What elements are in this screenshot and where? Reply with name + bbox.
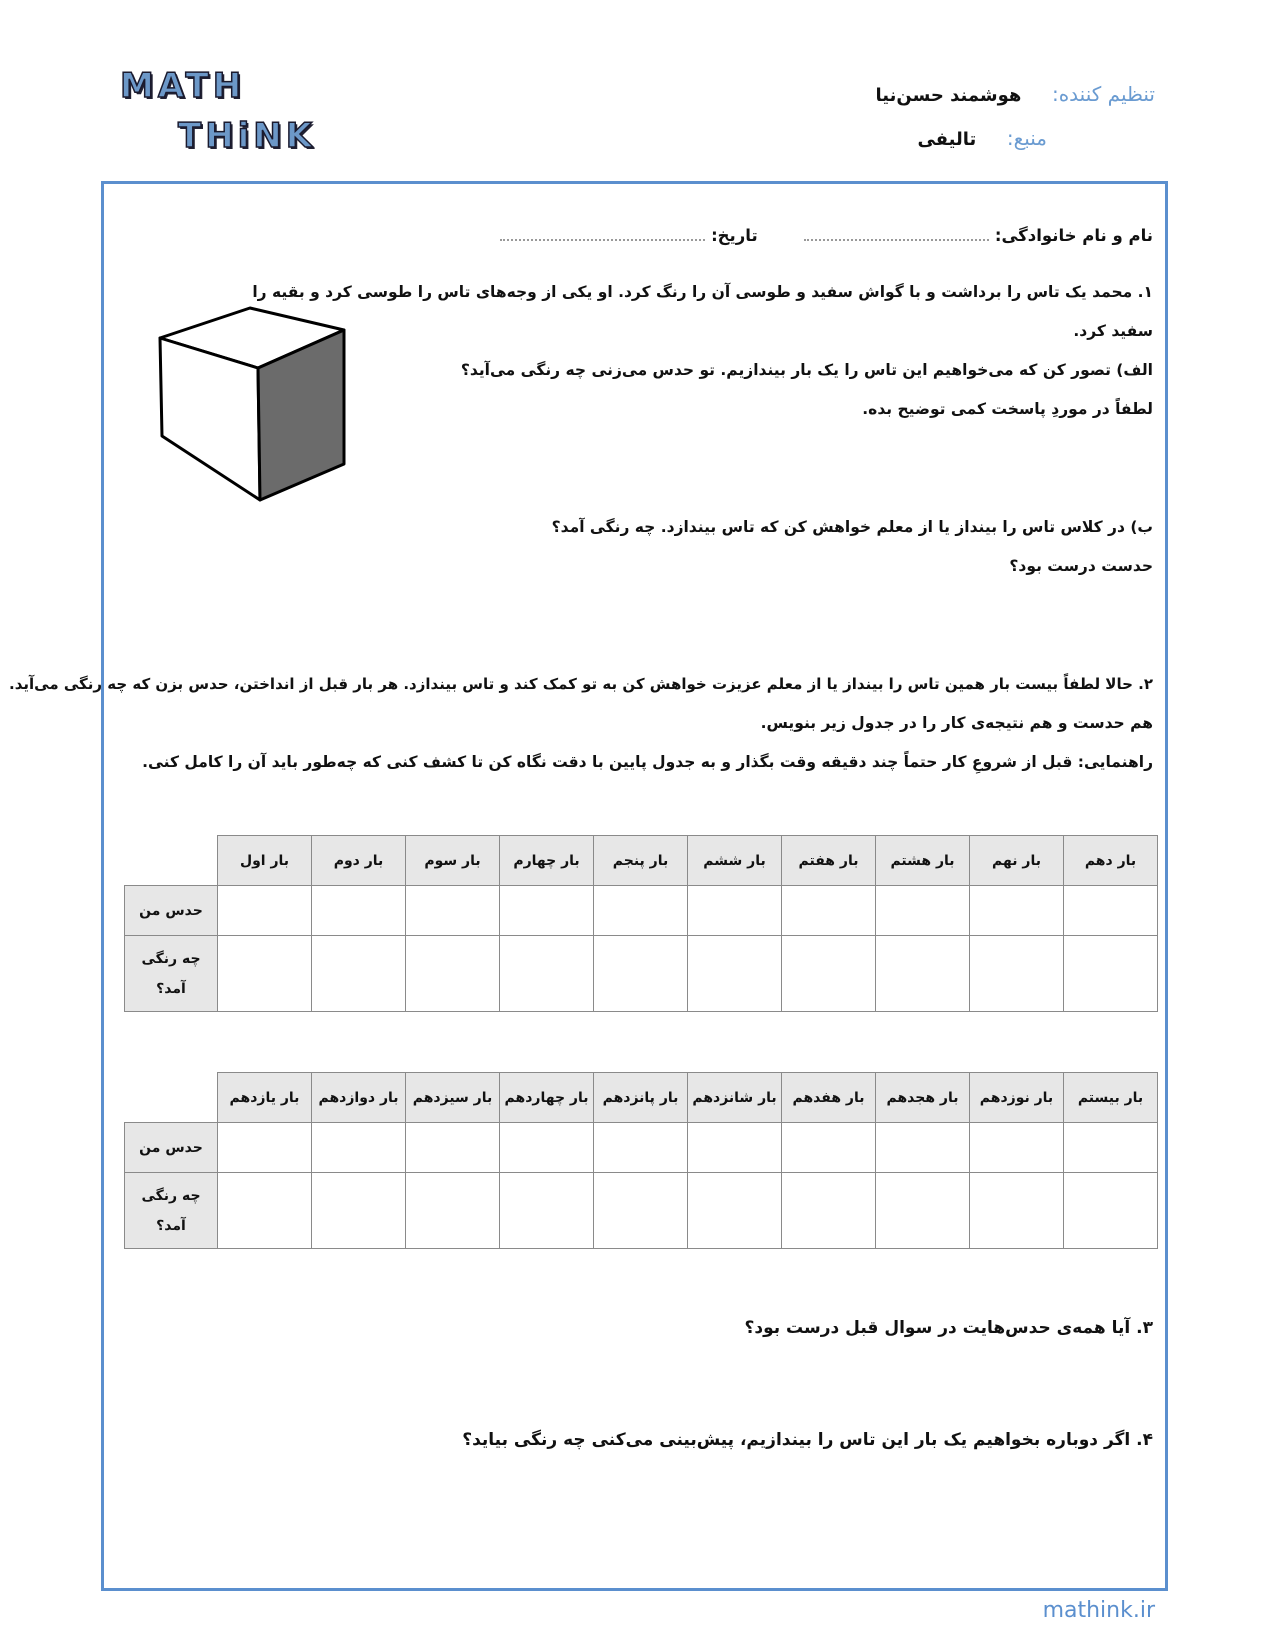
result-cell[interactable] (500, 936, 594, 1012)
column-header: بار بیستم (1064, 1073, 1158, 1123)
column-header: بار نوزدهم (970, 1073, 1064, 1123)
empty-corner (125, 1073, 218, 1123)
guess-cell[interactable] (406, 1123, 500, 1173)
q1-line1: ۱. محمد یک تاس را برداشت و با گواش سفید و طوسی آن را رنگ کرد. او یکی از وجه‌های تاس را طوسی کرد و بقیه را (252, 283, 1153, 301)
guess-cell[interactable] (594, 886, 688, 936)
q1-a-line1: الف) تصور کن که می‌خواهیم این تاس را یک بار بیندازیم. تو حدس می‌زنی چه رنگی می‌آید؟ (460, 361, 1153, 379)
result-cell[interactable] (876, 1173, 970, 1249)
column-header: بار نهم (970, 836, 1064, 886)
column-header: بار هفتم (782, 836, 876, 886)
author-row (876, 82, 1156, 106)
result-cell[interactable] (970, 936, 1064, 1012)
guess-cell[interactable] (876, 886, 970, 936)
guess-cell[interactable] (782, 886, 876, 936)
name-date-row (500, 226, 1153, 245)
guess-cell[interactable] (970, 1123, 1064, 1173)
q4-text: ۴. اگر دوباره بخواهیم یک بار این تاس را بیندازیم، پیش‌بینی می‌کنی چه رنگی بیاید؟ (462, 1430, 1153, 1450)
name-dotted-line[interactable] (804, 239, 989, 241)
source-label: منبع: (1006, 126, 1047, 150)
column-header: بار سوم (406, 836, 500, 886)
guess-cell[interactable] (312, 886, 406, 936)
guess-cell[interactable] (218, 886, 312, 936)
column-header: بار هجدهم (876, 1073, 970, 1123)
row-label-guess: حدس من (125, 886, 218, 936)
column-header: بار دوم (312, 836, 406, 886)
q1-line2: سفید کرد. (1073, 322, 1153, 340)
result-cell[interactable] (406, 936, 500, 1012)
result-cell[interactable] (218, 1173, 312, 1249)
guess-cell[interactable] (218, 1123, 312, 1173)
row-label-result-line1: چه رنگی (141, 1187, 201, 1204)
column-header: بار اول (218, 836, 312, 886)
logo-line-math: MATH (120, 66, 246, 106)
result-cell[interactable] (782, 1173, 876, 1249)
result-cell[interactable] (500, 1173, 594, 1249)
result-cell[interactable] (876, 936, 970, 1012)
table-row-guess (125, 1123, 1158, 1173)
result-cell[interactable] (594, 936, 688, 1012)
author-value: هوشمند حسن‌نیا (875, 85, 1022, 106)
q2-line1: ۲. حالا لطفاً بیست بار همین تاس را بینداز یا از معلم عزیزت خواهش کن به تو کمک کند و تاس بیندازد. هر بار قبل از انداختن، حدس بزن که چه رنگی می‌آید. (9, 675, 1153, 693)
guess-cell[interactable] (500, 1123, 594, 1173)
empty-corner (125, 836, 218, 886)
column-header: بار شانزدهم (688, 1073, 782, 1123)
result-cell[interactable] (1064, 936, 1158, 1012)
table-header-row (125, 836, 1158, 886)
result-cell[interactable] (970, 1173, 1064, 1249)
q1-b-line2: حدست درست بود؟ (1009, 557, 1153, 575)
source-value: تالیفی (917, 129, 977, 150)
guess-cell[interactable] (876, 1123, 970, 1173)
column-header: بار چهاردهم (500, 1073, 594, 1123)
result-cell[interactable] (1064, 1173, 1158, 1249)
column-header: بار دهم (1064, 836, 1158, 886)
column-header: بار هشتم (876, 836, 970, 886)
footer-site-link[interactable]: mathink.ir (1042, 1598, 1155, 1623)
column-header: بار دوازدهم (312, 1073, 406, 1123)
column-header: بار چهارم (500, 836, 594, 886)
result-cell[interactable] (218, 936, 312, 1012)
q3-text: ۳. آیا همه‌ی حدس‌هایت در سوال قبل درست بود؟ (744, 1318, 1153, 1338)
row-label-guess: حدس من (125, 1123, 218, 1173)
guess-cell[interactable] (782, 1123, 876, 1173)
date-dotted-line[interactable] (500, 239, 705, 241)
guess-cell[interactable] (406, 886, 500, 936)
guess-cell[interactable] (688, 1123, 782, 1173)
logo (120, 66, 320, 166)
column-header: بار پنجم (594, 836, 688, 886)
row-label-result (125, 936, 218, 1012)
guess-cell[interactable] (594, 1123, 688, 1173)
guess-cell[interactable] (312, 1123, 406, 1173)
result-cell[interactable] (688, 936, 782, 1012)
column-header: بار سیزدهم (406, 1073, 500, 1123)
guess-cell[interactable] (1064, 1123, 1158, 1173)
q1-b-line1: ب) در کلاس تاس را بینداز یا از معلم خواهش کن که تاس بیندازد. چه رنگی آمد؟ (551, 518, 1153, 536)
result-cell[interactable] (594, 1173, 688, 1249)
column-header: بار هفدهم (782, 1073, 876, 1123)
guess-cell[interactable] (500, 886, 594, 936)
die-cube-icon (156, 300, 346, 505)
table-row-result (125, 936, 1158, 1012)
result-cell[interactable] (782, 936, 876, 1012)
column-header: بار یازدهم (218, 1073, 312, 1123)
author-label: تنظیم کننده: (1051, 82, 1155, 106)
table-row-result (125, 1173, 1158, 1249)
q2-line2: هم حدست و هم نتیجه‌ی کار را در جدول زیر بنویس. (760, 714, 1153, 732)
column-header: بار ششم (688, 836, 782, 886)
result-cell[interactable] (406, 1173, 500, 1249)
name-label: نام و نام خانوادگی: (994, 226, 1153, 245)
guess-cell[interactable] (970, 886, 1064, 936)
table-row-guess (125, 886, 1158, 936)
guess-cell[interactable] (688, 886, 782, 936)
q1-a-line2: لطفاً در موردِ پاسخت کمی توضیح بده. (862, 400, 1153, 418)
source-row (917, 126, 1047, 150)
date-label: تاریخ: (711, 226, 758, 245)
results-table-2 (124, 1072, 1158, 1249)
column-header: بار پانزدهم (594, 1073, 688, 1123)
result-cell[interactable] (312, 1173, 406, 1249)
result-cell[interactable] (312, 936, 406, 1012)
row-label-result-line2: آمد؟ (156, 1217, 186, 1234)
table-header-row (125, 1073, 1158, 1123)
q2-line3: راهنمایی: قبل از شروعِ کار حتماً چند دقیقه وقت بگذار و به جدول پایین با دقت نگاه کن تا کشف کنی که چه‌طور باید آن را کامل کنی. (142, 753, 1153, 771)
row-label-result-line2: آمد؟ (156, 980, 186, 997)
results-table-1 (124, 835, 1158, 1012)
row-label-result-line1: چه رنگی (141, 950, 201, 967)
guess-cell[interactable] (1064, 886, 1158, 936)
result-cell[interactable] (688, 1173, 782, 1249)
row-label-result (125, 1173, 218, 1249)
logo-line-think: THiNK (178, 116, 317, 156)
